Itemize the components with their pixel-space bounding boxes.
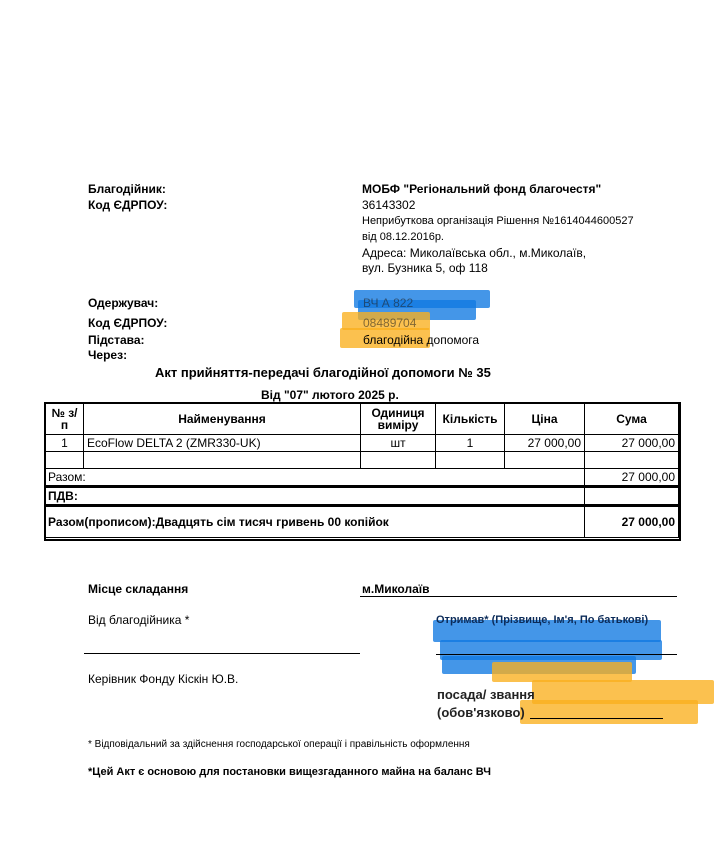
total-value: 27 000,00 bbox=[585, 469, 679, 487]
recipient-edrpou-label: Код ЄДРПОУ: bbox=[88, 316, 168, 330]
words-row bbox=[46, 506, 679, 538]
header-qty: Кількість bbox=[436, 404, 505, 435]
header-price: Ціна bbox=[505, 404, 585, 435]
donor-address-line2: вул. Бузника 5, оф 118 bbox=[362, 261, 488, 275]
header-name: Найменування bbox=[84, 404, 361, 435]
donor-signature-line bbox=[84, 653, 360, 654]
total-row bbox=[46, 469, 679, 487]
table-row bbox=[46, 435, 679, 452]
redaction-mark bbox=[520, 700, 698, 724]
donor-edrpou: 36143302 bbox=[362, 198, 416, 212]
received-signature-line bbox=[436, 654, 677, 655]
place-label: Місце складання bbox=[88, 582, 189, 596]
from-donor-label: Від благодійника * bbox=[88, 613, 190, 627]
header-sum: Сума bbox=[585, 404, 679, 435]
row-unit: шт bbox=[361, 435, 436, 452]
position-line1: посада/ звання bbox=[437, 687, 535, 702]
vat-label: ПДВ: bbox=[46, 487, 585, 506]
recipient-name: ВЧ А 822 bbox=[363, 296, 414, 310]
row-price: 27 000,00 bbox=[505, 435, 585, 452]
total-label: Разом: bbox=[46, 469, 585, 487]
place-value: м.Миколаїв bbox=[362, 582, 430, 596]
recipient-edrpou: 08489704 bbox=[363, 316, 417, 330]
donor-address-line1: Адреса: Миколаївська обл., м.Миколаїв, bbox=[362, 246, 587, 260]
table-header-row bbox=[46, 404, 679, 435]
items-table bbox=[45, 403, 679, 538]
header-unit: Одиниця виміру bbox=[361, 404, 436, 435]
words-label: Разом(прописом):Двадцять сім тисяч гривень 00 копійок bbox=[46, 506, 585, 538]
donor-edrpou-label: Код ЄДРПОУ: bbox=[88, 198, 168, 212]
footnote-2: *Цей Акт є основою для постановки вищезгаданного майна на баланс ВЧ bbox=[88, 766, 491, 778]
redaction-mark bbox=[492, 662, 632, 682]
words-value: 27 000,00 bbox=[585, 506, 679, 538]
header-num: № з/п bbox=[46, 404, 84, 435]
donor-name: МОБФ "Регіональний фонд благочестя" bbox=[362, 182, 602, 196]
donor-note-line2: від 08.12.2016р. bbox=[362, 231, 444, 243]
row-sum: 27 000,00 bbox=[585, 435, 679, 452]
position-underline bbox=[530, 718, 663, 719]
place-underline bbox=[360, 596, 677, 597]
received-label: Отримав* (Прізвище, Ім'я, По батькові) bbox=[436, 614, 649, 626]
recipient-via-label: Через: bbox=[88, 348, 128, 362]
head-name: Керівник Фонду Кіскін Ю.В. bbox=[88, 672, 239, 686]
recipient-label: Одержувач: bbox=[88, 296, 159, 310]
footnote-1: * Відповідальний за здійснення господарської операції і правільність оформлення bbox=[88, 739, 470, 750]
row-name: EcoFlow DELTA 2 (ZMR330-UK) bbox=[84, 435, 361, 452]
row-num: 1 bbox=[46, 435, 84, 452]
donor-label: Благодійник: bbox=[88, 182, 166, 196]
donor-note-line1: Неприбуткова організація Рішення №1614044600527 bbox=[362, 215, 634, 227]
act-date: Від "07" лютого 2025 р. bbox=[261, 388, 399, 402]
act-title: Акт прийняття-передачі благодійної допомоги № 35 bbox=[155, 365, 491, 380]
recipient-basis-label: Підстава: bbox=[88, 333, 145, 347]
table-row-empty bbox=[46, 452, 679, 469]
position-line2: (обов'язково) bbox=[437, 705, 525, 720]
row-qty: 1 bbox=[436, 435, 505, 452]
recipient-basis: благодійна допомога bbox=[363, 333, 480, 347]
vat-row bbox=[46, 487, 679, 506]
